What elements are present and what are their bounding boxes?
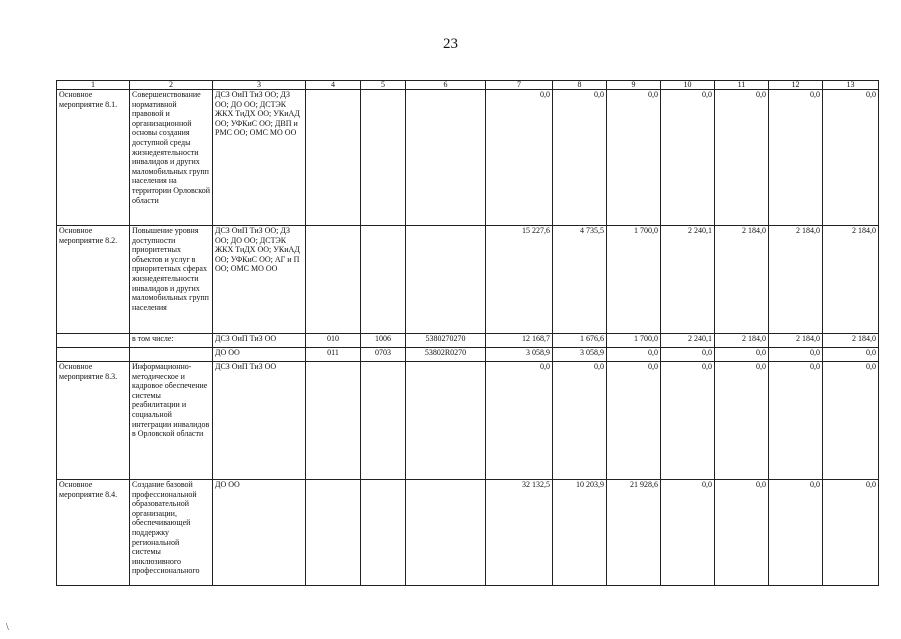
cell-col11: 0,0	[715, 362, 769, 480]
cell-col8: 1 676,6	[553, 334, 607, 348]
cell-col9: 1 700,0	[607, 226, 661, 334]
cell-col11: 0,0	[715, 348, 769, 362]
cell-col11: 0,0	[715, 90, 769, 226]
cell-col4: 011	[306, 348, 361, 362]
cell-col8: 0,0	[553, 90, 607, 226]
cell-col13: 0,0	[823, 362, 879, 480]
table-row	[57, 362, 879, 480]
measure-cell: Основное мероприятие 8.4.	[57, 480, 130, 586]
cell-col9: 0,0	[607, 90, 661, 226]
column-header: 5	[361, 81, 406, 90]
cell-col9: 0,0	[607, 362, 661, 480]
cell-col12: 0,0	[769, 90, 823, 226]
cell-col11: 2 184,0	[715, 334, 769, 348]
column-header: 11	[715, 81, 769, 90]
column-header: 7	[486, 81, 553, 90]
cell-col4: 010	[306, 334, 361, 348]
cell-col10: 0,0	[661, 480, 715, 586]
cell-col6: 53802R0270	[406, 348, 486, 362]
cell-col9: 0,0	[607, 348, 661, 362]
executors-cell: ДСЗ ОиП ТиЗ ОО; ДЗ ОО; ДО ОО; ДСТЭК ЖКХ ТиДХ ОО; УКиАД ОО; УФКиС ОО; ДВП и РМС ОО; ОМС МО ОО	[213, 90, 306, 226]
cell-col7: 15 227,6	[486, 226, 553, 334]
executors-cell: ДО ОО	[213, 480, 306, 586]
measure-cell	[57, 348, 130, 362]
executors-cell: ДСЗ ОиП ТиЗ ОО; ДЗ ОО; ДО ОО; ДСТЭК ЖКХ ТиДХ ОО; УКиАД ОО; УФКиС ОО; АГ и П ОО; ОМС МО ОО	[213, 226, 306, 334]
cell-col11: 2 184,0	[715, 226, 769, 334]
description-cell: Создание базовой профессиональной образовательной организации, обеспечивающей поддержку региональной системы инклюзивного профессионального	[130, 480, 213, 586]
cell-col8: 0,0	[553, 362, 607, 480]
column-header: 4	[306, 81, 361, 90]
cell-col5	[361, 226, 406, 334]
column-header: 8	[553, 81, 607, 90]
description-cell: в том числе:	[130, 334, 213, 348]
cell-col7: 0,0	[486, 90, 553, 226]
description-cell: Повышение уровня доступности приоритетных объектов и услуг в приоритетных сферах жизнедеятельности инвалидов и других маломобильных групп населения	[130, 226, 213, 334]
cell-col6	[406, 362, 486, 480]
table-row	[57, 226, 879, 334]
program-table	[56, 80, 879, 586]
cell-col12: 2 184,0	[769, 334, 823, 348]
cell-col8: 4 735,5	[553, 226, 607, 334]
column-header: 10	[661, 81, 715, 90]
description-cell: Совершенствование нормативной правовой и организационной основы создания доступной среды жизнедеятельности инвалидов и других маломобильных групп населения на территории Орловской области	[130, 90, 213, 226]
cell-col13: 2 184,0	[823, 226, 879, 334]
cell-col8: 10 203,9	[553, 480, 607, 586]
table-row	[57, 90, 879, 226]
cell-col10: 0,0	[661, 348, 715, 362]
description-cell	[130, 348, 213, 362]
cell-col10: 2 240,1	[661, 226, 715, 334]
cell-col6: 5380270270	[406, 334, 486, 348]
cell-col10: 0,0	[661, 362, 715, 480]
cell-col5	[361, 480, 406, 586]
table-row	[57, 334, 879, 348]
column-header: 6	[406, 81, 486, 90]
cell-col4	[306, 362, 361, 480]
cell-col12: 0,0	[769, 480, 823, 586]
cell-col6	[406, 90, 486, 226]
cell-col9: 1 700,0	[607, 334, 661, 348]
cell-col12: 0,0	[769, 348, 823, 362]
page-number: 23	[443, 36, 458, 52]
cell-col13: 0,0	[823, 480, 879, 586]
cell-col7: 12 168,7	[486, 334, 553, 348]
cell-col6	[406, 226, 486, 334]
cell-col4	[306, 226, 361, 334]
cell-col6	[406, 480, 486, 586]
table-row	[57, 348, 879, 362]
scan-mark: \	[6, 622, 9, 633]
cell-col4	[306, 480, 361, 586]
cell-col5	[361, 362, 406, 480]
column-header: 3	[213, 81, 306, 90]
cell-col13: 2 184,0	[823, 334, 879, 348]
description-cell: Информационно-методическое и кадровое обеспечение системы реабилитации и социальной интеграции инвалидов в Орловской области	[130, 362, 213, 480]
cell-col5: 0703	[361, 348, 406, 362]
executors-cell: ДСЗ ОиП ТиЗ ОО	[213, 362, 306, 480]
column-header: 12	[769, 81, 823, 90]
table-row	[57, 480, 879, 586]
cell-col12: 2 184,0	[769, 226, 823, 334]
column-header: 1	[57, 81, 130, 90]
executors-cell: ДСЗ ОиП ТиЗ ОО	[213, 334, 306, 348]
cell-col7: 3 058,9	[486, 348, 553, 362]
cell-col13: 0,0	[823, 348, 879, 362]
measure-cell: Основное мероприятие 8.1.	[57, 90, 130, 226]
cell-col5: 1006	[361, 334, 406, 348]
cell-col7: 0,0	[486, 362, 553, 480]
measure-cell: Основное мероприятие 8.2.	[57, 226, 130, 334]
column-header: 13	[823, 81, 879, 90]
header-row	[57, 81, 879, 90]
cell-col13: 0,0	[823, 90, 879, 226]
cell-col7: 32 132,5	[486, 480, 553, 586]
cell-col10: 0,0	[661, 90, 715, 226]
measure-cell	[57, 334, 130, 348]
cell-col4	[306, 90, 361, 226]
cell-col9: 21 928,6	[607, 480, 661, 586]
executors-cell: ДО ОО	[213, 348, 306, 362]
cell-col12: 0,0	[769, 362, 823, 480]
column-header: 9	[607, 81, 661, 90]
cell-col11: 0,0	[715, 480, 769, 586]
cell-col5	[361, 90, 406, 226]
measure-cell: Основное мероприятие 8.3.	[57, 362, 130, 480]
column-header: 2	[130, 81, 213, 90]
cell-col8: 3 058,9	[553, 348, 607, 362]
cell-col10: 2 240,1	[661, 334, 715, 348]
